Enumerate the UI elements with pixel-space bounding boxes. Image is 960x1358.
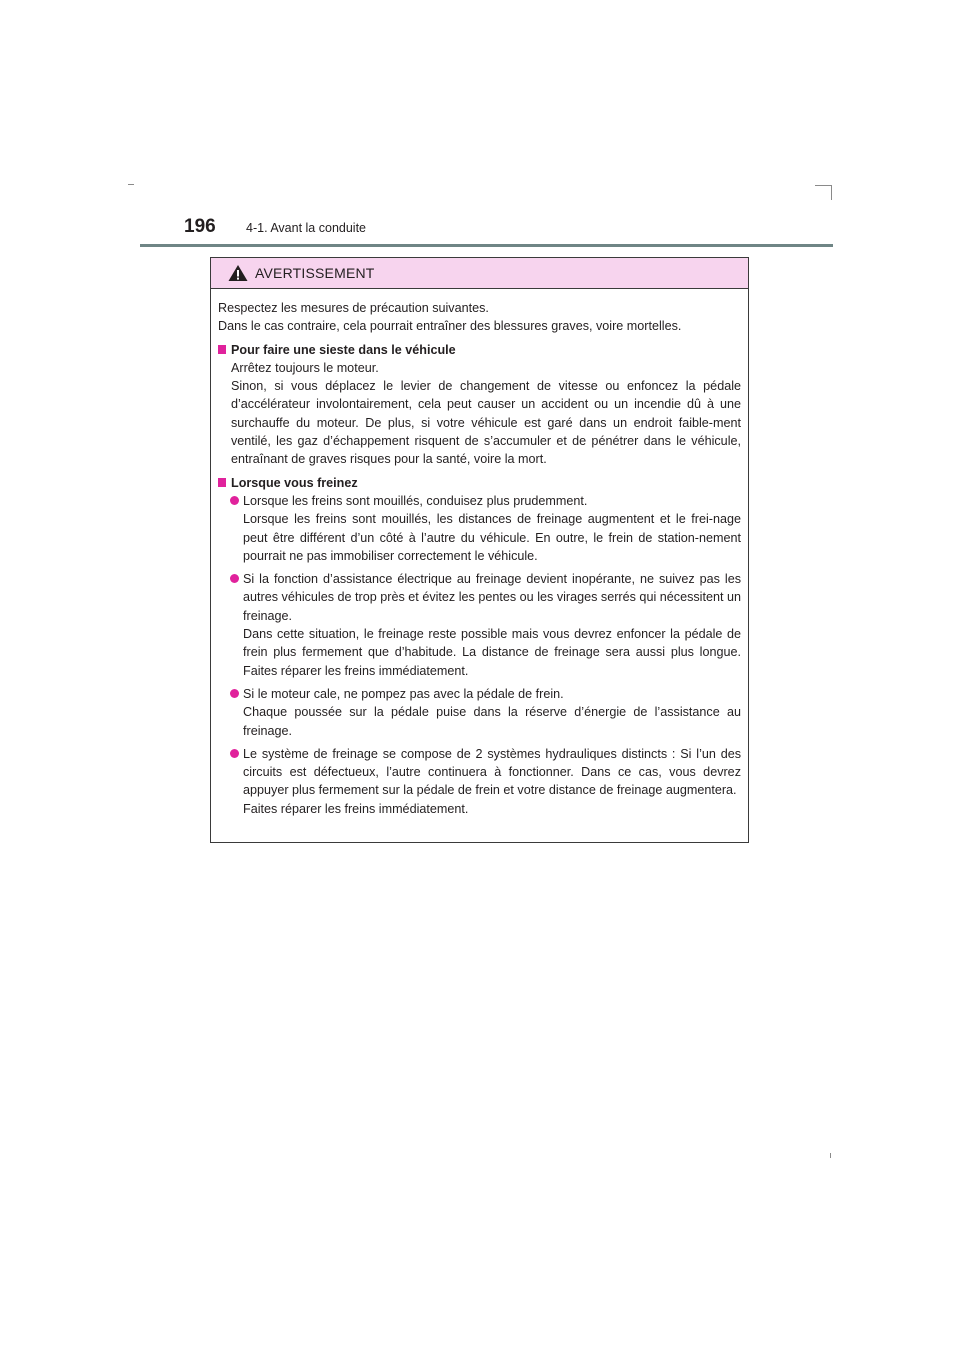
bullet-item — [218, 745, 741, 818]
bullet-item — [218, 570, 741, 680]
round-bullet-icon — [230, 574, 239, 583]
bullet-item — [218, 685, 741, 740]
section-heading — [218, 341, 741, 359]
paragraph: Faites réparer les freins immédiatement. — [243, 801, 469, 816]
paragraph: Le système de freinage se compose de 2 systèmes hydrauliques distincts : Si l’un des circuits est défectueux, l’autre continuera à fonctionner. Dans ce cas, vous devrez appuyer plus fermement sur la pédale de frein et votre distance de freinage augmentera. — [243, 746, 741, 798]
crop-mark-top-left — [128, 184, 134, 185]
section-title: 4-1. Avant la conduite — [246, 221, 366, 235]
paragraph: Sinon, si vous déplacez le levier de changement de vitesse ou enfoncez la pédale d’accélérateur involontairement, cela peut causer un accident ou un incendie dû à une surchauffe du moteur. De plus, si votre véhicule est garé dans un endroit faible-ment ventilé, les gaz d’échappement risquent de s’accumuler et de pénétrer dans le véhicule, entraînant de graves risques pour la santé, voire la mort. — [231, 379, 741, 467]
round-bullet-icon — [230, 496, 239, 505]
warning-triangle-icon — [228, 264, 248, 282]
square-bullet-icon — [218, 478, 226, 487]
page-number: 196 — [184, 216, 216, 237]
round-bullet-icon — [230, 749, 239, 758]
warning-box — [210, 257, 749, 843]
section-heading-text: Lorsque vous freinez — [231, 475, 358, 490]
paragraph: Lorsque les freins sont mouillés, les distances de freinage augmentent et le frei-nage peut être différent d’un côté à l’autre du véhicule. En outre, le frein de station-nement pourrait ne pas immobiliser correctement le véhicule. — [243, 512, 741, 563]
section-heading — [218, 474, 741, 492]
header-rule — [140, 244, 833, 247]
bullet-item — [218, 492, 741, 565]
paragraph: Arrêtez toujours le moteur. — [231, 360, 379, 375]
warning-body — [211, 289, 748, 818]
paragraph: Si le moteur cale, ne pompez pas avec la pédale de frein. — [243, 686, 564, 701]
paragraph: Chaque poussée sur la pédale puise dans la réserve d’énergie de l’assistance au freinage. — [243, 705, 741, 738]
warning-intro — [218, 299, 741, 336]
square-bullet-icon — [218, 345, 226, 354]
crop-mark-bottom-right — [830, 1153, 831, 1158]
intro-line: Dans le cas contraire, cela pourrait entraîner des blessures graves, voire mortelles. — [218, 319, 682, 334]
section-text — [218, 359, 741, 469]
section-heading-text: Pour faire une sieste dans le véhicule — [231, 342, 456, 357]
paragraph: Dans cette situation, le freinage reste possible mais vous devrez enfoncer la pédale de frein plus fermement que d’habitude. La distance de freinage sera aussi plus longue. Faites réparer les freins immédiatement. — [243, 627, 741, 678]
paragraph: Si la fonction d’assistance électrique au freinage devient inopérante, ne suivez pas les autres véhicules de trop près et évitez les pentes ou les virages serrés qui nécessitent un freinage. — [243, 572, 741, 623]
paragraph: Lorsque les freins sont mouillés, conduisez plus prudemment. — [243, 493, 588, 508]
warning-title: AVERTISSEMENT — [255, 265, 375, 281]
intro-line: Respectez les mesures de précaution suivantes. — [218, 301, 489, 315]
warning-header — [211, 258, 748, 289]
round-bullet-icon — [230, 689, 239, 698]
crop-mark-top-right — [815, 185, 832, 200]
